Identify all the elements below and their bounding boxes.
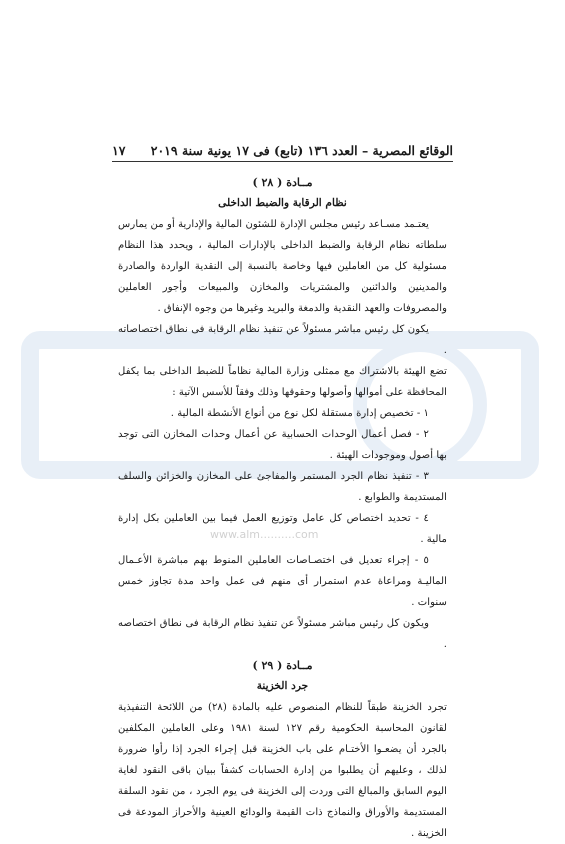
list-item: ٢ - فصل أعمال الوحدات الحسابية عن أعمال وحدات المخازن التى توجد بها أصول وموجودات الهيئة . [118, 429, 447, 461]
list-item: ٥ - إجراء تعديل فى اختصـاصات العاملين المنوط بهم مباشرة الأعـمال الماليـة ومراعاة عدم استمرار أى منهم فى عمل واحد مدة تجاوز خمس سنوات . [118, 555, 447, 608]
article-28-paragraph-2: يكون كل رئيس مباشر مسئولاً عن تنفيذ نظام الرقابة فى نطاق اختصاصاته . [118, 324, 447, 356]
article-29-paragraph-1: تجرد الخزينة طبقاً للنظام المنصوص عليه بالمادة (٢٨) من اللائحة التنفيذية لقانون المحاسبة الحكومية رقم ١٢٧ لسنة ١٩٨١ وعلى العاملين المكلفين بالجرد أن يضعـوا الأختـام على باب الخزينة قبل إجراء الجرد إذا رأوا ضرورة لذلك ، وعليهم أن يطلبوا من إدارة الحسابات كشفاً ببيان باقى النقود لغاية اليوم السابق والمبالغ التى وردت إلى الخزينة فى يوم الجرد ، من نقود السلفة المستديمة والأوراق والنماذج ذات القيمة والودائع العينية والأحراز المودعة فى الخزينة . [118, 702, 448, 839]
page-header [112, 138, 453, 162]
page-number: ١٧ [112, 143, 126, 158]
article-28-paragraph-4: ويكون كل رئيس مباشر مسئولاً عن تنفيذ نظام الرقابة فى نطاق اختصاصه . [118, 618, 447, 650]
article-29-heading: مــادة ( ٢٩ ) [252, 659, 313, 672]
article-28-subheading: نظام الرقابة والضبط الداخلى [218, 197, 347, 209]
document-body [118, 172, 447, 844]
list-item: ٤ - تحديد اختصاص كل عامل وتوزيع العمل فيما بين العاملين بكل إدارة مالية . [118, 513, 447, 545]
list-item: ١ - تخصيص إدارة مستقلة لكل نوع من أنواع الأنشطة المالية . [170, 408, 429, 419]
list-item: ٣ - تنفيذ نظام الجرد المستمر والمفاجئ على المخازن والخزائن والسلف المستديمة والطوابع . [118, 471, 447, 503]
article-28-heading: مــادة ( ٢٨ ) [252, 176, 313, 189]
article-29-subheading: جرد الخزينة [256, 680, 309, 692]
header-title: الوقائع المصرية – العدد ١٣٦ (تابع) فى ١٧ يونية سنة ٢٠١٩ [150, 143, 453, 158]
article-28-paragraph-1: يعتـمد مسـاعد رئيس مجلس الإدارة للشئون المالية والإدارية أو من يمارس سلطاته نظام الرقابة والضبط الداخلى بالإدارات المالية ، ويحدد هذا النظام مسئولية كل من العاملين فيها وخاصة بالنسبة إلى النقدية الواردة والصادرة والمدينين والدائنين والمشتريات والمخازن والمبيعات وأجور العاملين والمصروفات والعهد النقدية والدمغة والبريد وغيرها من وجوه الإنفاق . [118, 219, 447, 314]
watermark-url: www.alm..........com [210, 528, 319, 541]
article-28-paragraph-3: تضع الهيئة بالاشتراك مع ممثلى وزارة المالية نظاماً للضبط الداخلى بما يكفل المحافظة على أموالها وأصولها وحقوقها وذلك وفقاً للأسس الآتية : [118, 366, 447, 398]
